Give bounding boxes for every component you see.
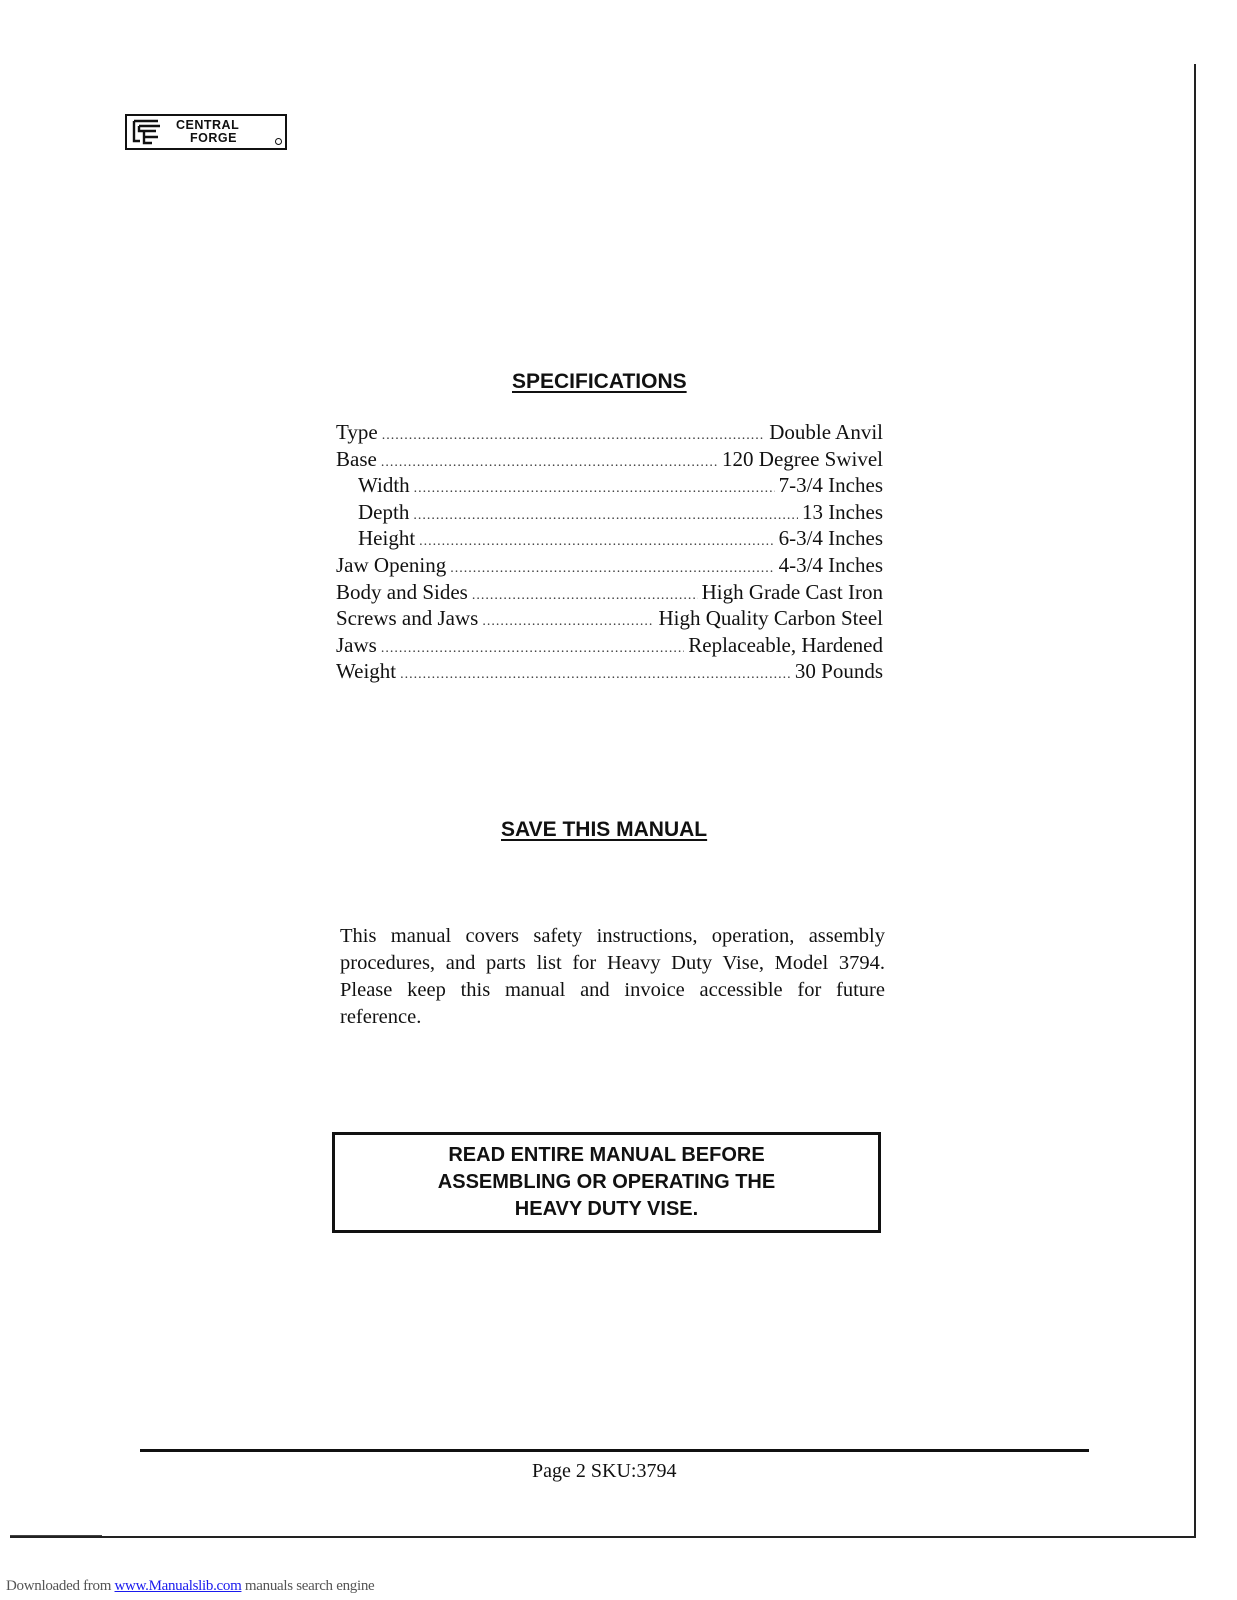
spec-row-body-and-sides [336,579,883,606]
dot-leader [419,529,774,556]
spec-value: 4-3/4 Inches [778,552,883,577]
warning-text [387,1142,827,1223]
specifications-list [336,419,883,685]
dot-leader [382,423,766,450]
credit-prefix: Downloaded from [6,1578,115,1594]
dot-leader [381,450,718,477]
spec-label: Depth [358,499,410,524]
spec-value: High Quality Carbon Steel [658,606,883,631]
spec-label: Type [336,420,378,444]
spec-row-base [336,446,883,473]
spec-row-screws-and-jaws [336,605,883,632]
specifications-heading: SPECIFICATIONS [512,370,687,393]
spec-label: Screws and Jaws [336,606,479,631]
spec-value: 6-3/4 Inches [778,526,883,551]
page-right-border [1194,64,1196,1538]
manual-intro-paragraph: This manual covers safety instructions, operation, assembly procedures, and parts list for Heavy Duty Vise, Model 3794. Please keep this manual and invoice accessible for future reference. [340,925,885,1028]
dot-leader [482,609,654,636]
spec-label: Width [358,473,410,498]
spec-label: Jaw Opening [336,552,447,577]
spec-value: 30 Pounds [794,659,883,684]
spec-row-jaw-opening [336,552,883,579]
central-forge-logo [125,114,287,150]
dot-leader [381,636,684,663]
warning-line-3: HEAVY DUTY VISE. [514,1198,699,1220]
cf-logo-icon [130,117,172,147]
footer-rule [140,1449,1089,1452]
logo-line-2: FORGE [190,131,237,145]
dot-leader [413,503,798,530]
bottom-left-tick [10,1535,102,1536]
spec-value: 7-3/4 Inches [778,473,883,498]
spec-row-jaws [336,632,883,659]
dot-leader [400,662,791,689]
credit-suffix: manuals search engine [241,1578,375,1594]
spec-value: 120 Degree Swivel [722,446,883,471]
spec-row-depth [336,499,883,526]
spec-value: Double Anvil [769,420,883,444]
logo-line-1: CENTRAL [176,118,240,132]
spec-value: Replaceable, Hardened [688,632,883,657]
spec-value: 13 Inches [801,499,883,524]
spec-label: Height [358,526,416,551]
page-bottom-border [10,1536,1196,1538]
save-manual-heading: SAVE THIS MANUAL [501,818,708,841]
warning-line-2: ASSEMBLING OR OPERATING THE [437,1171,776,1193]
spec-row-type [336,419,883,446]
spec-label: Weight [336,659,397,684]
dot-leader [414,476,775,503]
download-credit [6,1578,374,1595]
warning-line-1: READ ENTIRE MANUAL BEFORE [448,1144,765,1166]
spec-row-weight [336,658,883,685]
spec-label: Jaws [336,632,377,657]
page-number-sku: Page 2 SKU:3794 [532,1460,677,1482]
spec-value: High Grade Cast Iron [701,579,883,604]
spec-label: Body and Sides [336,579,468,604]
spec-row-width [336,472,883,499]
registered-mark-icon [275,138,282,145]
manualslib-link[interactable]: www.Manualslib.com [114,1578,242,1594]
warning-box [332,1132,881,1233]
spec-label: Base [336,446,377,471]
